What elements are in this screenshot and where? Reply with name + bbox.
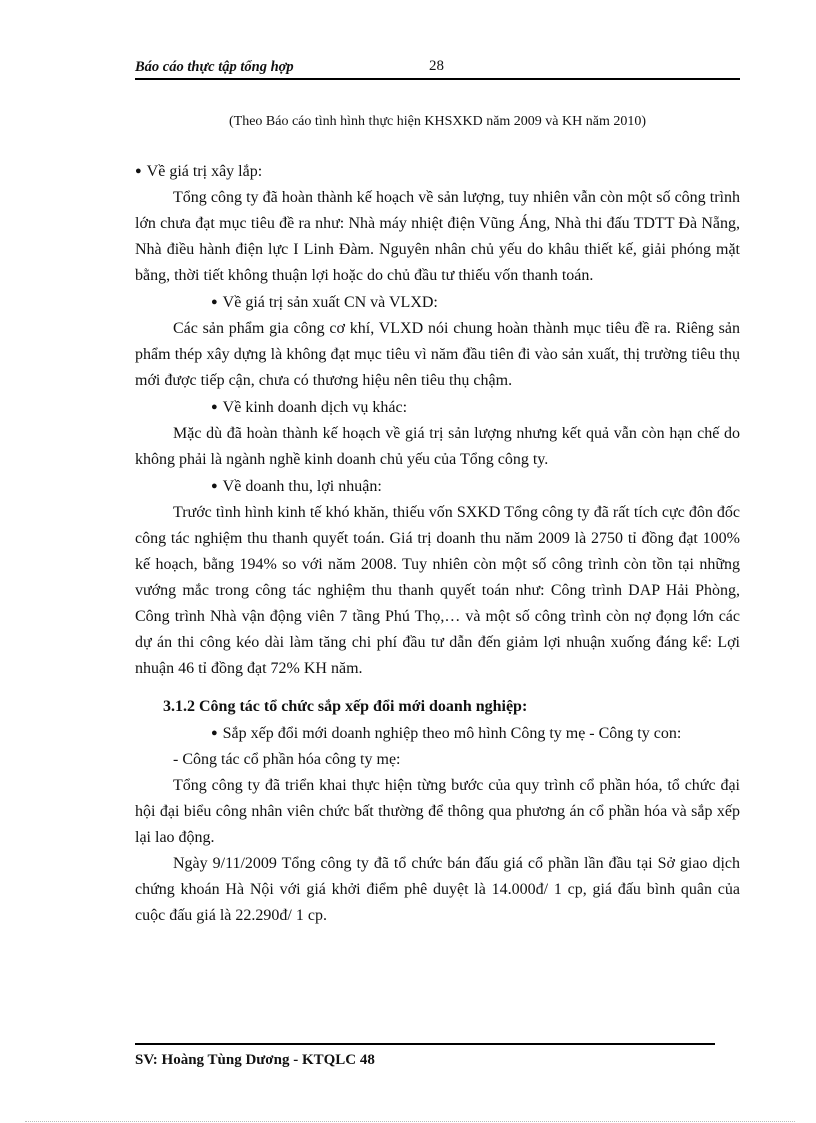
page-edge-divider xyxy=(25,1121,795,1122)
page-footer xyxy=(135,1043,715,1069)
page-header xyxy=(135,58,740,80)
bullet-text: Sắp xếp đổi mới doanh nghiệp theo mô hình Công ty mẹ - Công ty con: xyxy=(222,725,682,742)
report-title: Báo cáo thực tập tổng hợp xyxy=(135,59,294,75)
bullet-text: Về doanh thu, lợi nhuận: xyxy=(222,478,382,495)
bullet-paragraph xyxy=(135,473,740,500)
bullet-icon: ● xyxy=(211,401,218,413)
paragraph: Các sản phẩm gia công cơ khí, VLXD nói chung hoàn thành mục tiêu đề ra. Riêng sản phẩm thép xây dựng là không đạt mục tiêu vì năm đầu tiên đi vào sản xuất, thị trường tiêu thụ mới được tiếp cận, chưa có thương hiệu nên tiêu thụ chậm. xyxy=(135,320,740,389)
bullet-paragraph xyxy=(135,394,740,421)
page-number: 28 xyxy=(429,58,444,74)
bullet-paragraph xyxy=(135,289,740,316)
bullet-icon: ● xyxy=(211,727,218,739)
paragraph: Mặc dù đã hoàn thành kế hoạch về giá trị sản lượng nhưng kết quả vẫn còn hạn chế do không phải là ngành nghề kinh doanh chủ yếu của Tổng công ty. xyxy=(135,425,740,468)
paragraph: Trước tình hình kinh tế khó khăn, thiếu vốn SXKD Tổng công ty đã rất tích cực đôn đốc công tác nghiệm thu thanh quyết toán. Giá trị doanh thu năm 2009 là 2750 tỉ đồng đạt 100% kế hoạch, bằng 194% so với năm 2008. Tuy nhiên còn một số công trình còn tồn tại những vướng mắc trong công tác nghiệm thu thanh quyết toán như: Công trình DAP Hải Phòng, Công trình Nhà vận động viên 7 tầng Phú Thọ,… và một số công trình còn nợ đọng lớn các dự án thi công kéo dài làm tăng chi phí đầu tư dẫn đến giảm lợi nhuận xuống đáng kể: Lợi nhuận 46 tỉ đồng đạt 72% KH năm. xyxy=(135,504,740,677)
section-heading: 3.1.2 Công tác tổ chức sắp xếp đổi mới doanh nghiệp: xyxy=(163,698,528,715)
paragraph: Ngày 9/11/2009 Tổng công ty đã tổ chức bán đấu giá cổ phần lần đầu tại Sở giao dịch chứng khoán Hà Nội với giá khởi điểm phê duyệt là 14.000đ/ 1 cp, giá đấu bình quân của cuộc đấu giá là 22.290đ/ 1 cp. xyxy=(135,855,740,924)
footer-author: SV: Hoàng Tùng Dương - KTQLC 48 xyxy=(135,1052,375,1068)
bullet-text: Về giá trị xây lắp: xyxy=(146,163,263,180)
dash-paragraph: - Công tác cổ phần hóa công ty mẹ: xyxy=(173,751,401,768)
source-note: (Theo Báo cáo tình hình thực hiện KHSXKD năm 2009 và KH năm 2010) xyxy=(228,114,646,129)
bullet-icon: ● xyxy=(135,165,142,177)
bullet-icon: ● xyxy=(211,296,218,308)
document-body xyxy=(135,158,740,929)
paragraph: Tổng công ty đã hoàn thành kế hoạch về sản lượng, tuy nhiên vẫn còn một số công trình lớn chưa đạt mục tiêu đề ra như: Nhà máy nhiệt điện Vũng Áng, Nhà thi đấu TDTT Đà Nẵng, Nhà điều hành điện lực I Linh Đàm. Nguyên nhân chủ yếu do khâu thiết kế, giải phóng mặt bằng, thời tiết không thuận lợi hoặc do chủ đầu tư thiếu vốn thanh toán. xyxy=(135,189,740,284)
paragraph: Tổng công ty đã triển khai thực hiện từng bước của quy trình cổ phần hóa, tổ chức đại hội đại biểu công nhân viên chức bất thường để thông qua phương án cổ phần hóa và sắp xếp lại lao động. xyxy=(135,777,740,846)
bullet-paragraph xyxy=(135,720,740,747)
bullet-text: Về giá trị sản xuất CN và VLXD: xyxy=(222,294,438,311)
bullet-text: Về kinh doanh dịch vụ khác: xyxy=(222,399,408,416)
bullet-icon: ● xyxy=(211,480,218,492)
bullet-paragraph xyxy=(135,158,740,185)
